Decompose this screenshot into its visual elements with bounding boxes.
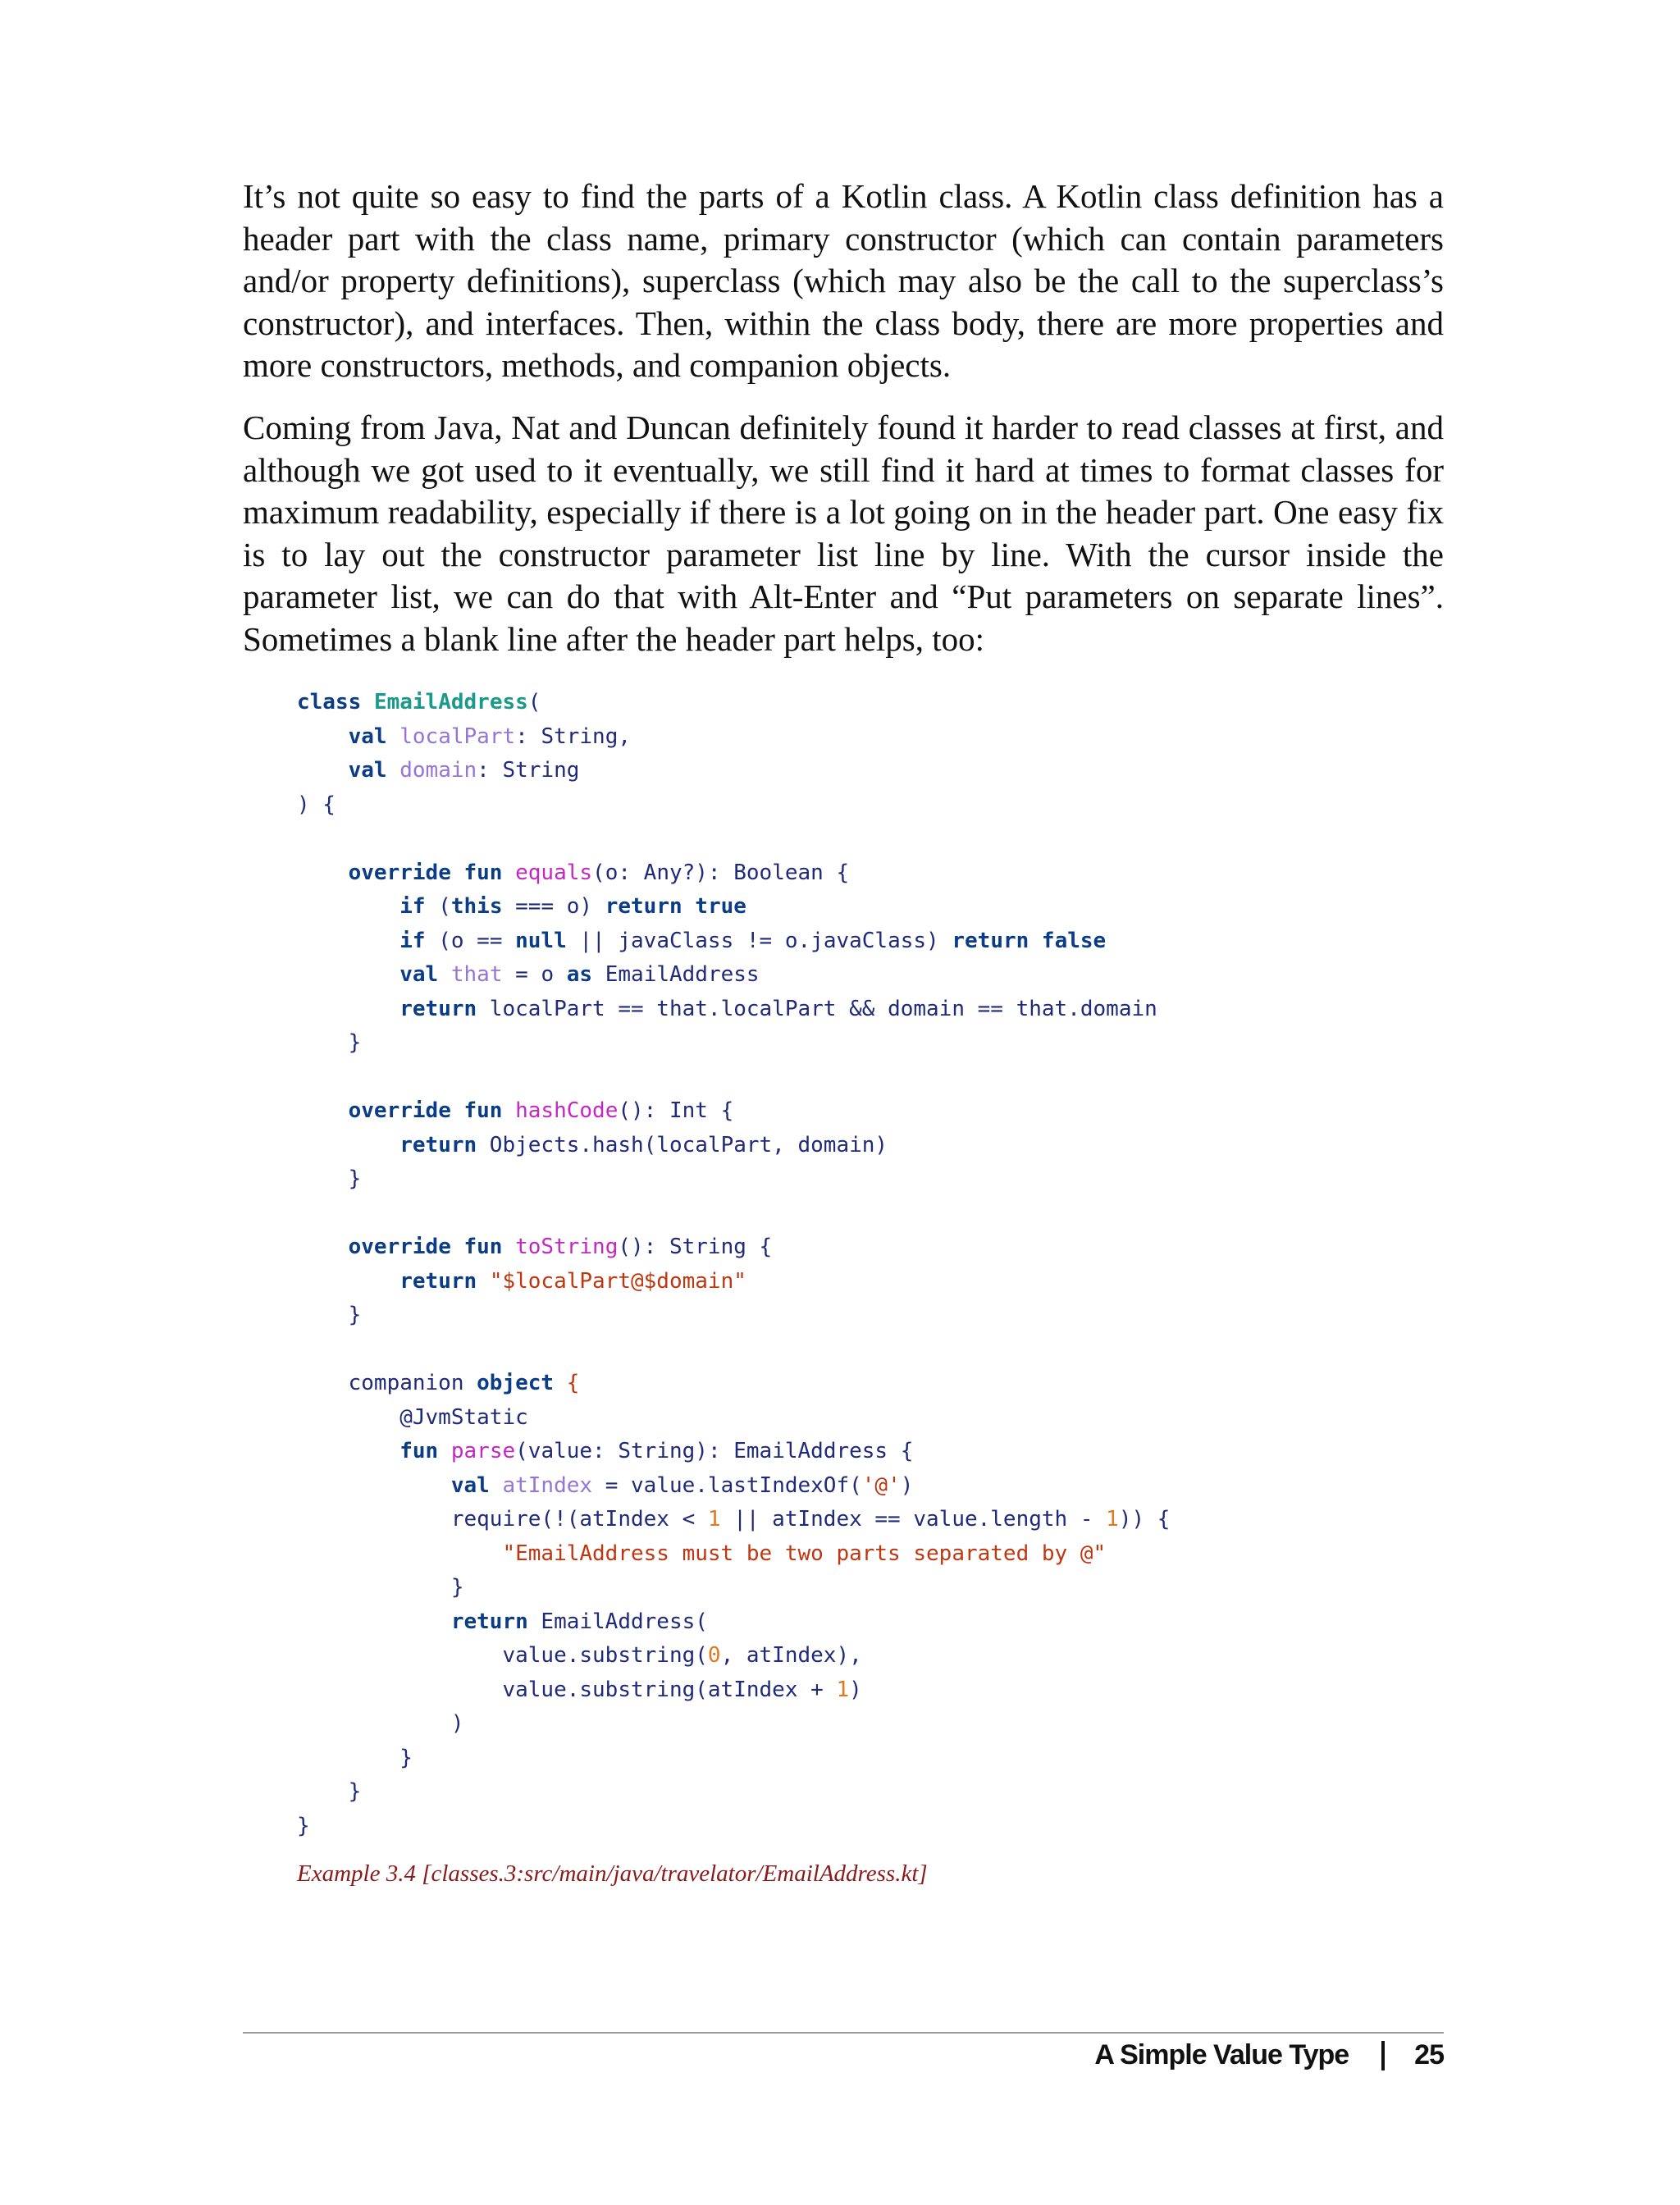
code-line bbox=[297, 1435, 1170, 1469]
code-token: = value.lastIndexOf( bbox=[592, 1472, 862, 1498]
code-token: return bbox=[399, 1132, 477, 1157]
code-token: : String, bbox=[515, 724, 632, 749]
code-token bbox=[297, 1269, 399, 1294]
code-line bbox=[297, 1162, 1170, 1197]
code-token: val bbox=[399, 962, 439, 987]
code-token: } bbox=[297, 1030, 362, 1055]
code-token bbox=[297, 1133, 399, 1157]
code-token: localPart == that.localPart && domain == that.domain bbox=[477, 996, 1157, 1021]
code-token: } bbox=[297, 1779, 362, 1804]
code-token: value.substring(atIndex + bbox=[297, 1677, 837, 1702]
code-line bbox=[297, 1026, 1170, 1061]
code-token bbox=[490, 1473, 503, 1498]
paragraph-2: Coming from Java, Nat and Duncan definitely found it harder to read classes at first, and although we got used to it eventually, we still find it hard at times to format classes for maximum readability, especially if there is a lot going on in the header part. One easy fix is to lay out the constructor parameter list line by line. With the cursor inside the parameter list, we can do that with Alt-Enter and “Put parameters on separate lines”. Sometimes a blank line after the header part helps, too: bbox=[243, 409, 1444, 658]
code-token bbox=[297, 1098, 349, 1123]
code-token: 1 bbox=[836, 1677, 850, 1702]
code-token: = o bbox=[502, 962, 567, 987]
code-token: override fun bbox=[348, 860, 503, 885]
code-line bbox=[297, 1707, 1170, 1742]
code-token: , atIndex), bbox=[720, 1643, 862, 1668]
code-token: class bbox=[297, 690, 362, 714]
code-line bbox=[297, 1469, 1170, 1504]
code-token bbox=[297, 758, 349, 783]
code-token: override fun bbox=[348, 1098, 503, 1123]
code-line bbox=[297, 1367, 1170, 1401]
code-line bbox=[297, 1571, 1170, 1605]
code-line bbox=[297, 1094, 1170, 1129]
code-line bbox=[297, 822, 1170, 856]
code-token bbox=[502, 861, 515, 885]
code-token bbox=[297, 1235, 349, 1259]
code-token bbox=[297, 894, 399, 919]
code-token: object bbox=[477, 1371, 555, 1395]
code-token bbox=[387, 758, 400, 783]
code-token: : String bbox=[477, 758, 580, 783]
code-token: ) bbox=[900, 1472, 914, 1498]
code-token: return true bbox=[605, 894, 746, 919]
code-token: EmailAddress bbox=[373, 690, 528, 714]
code-token: ) bbox=[849, 1677, 862, 1702]
code-token: that bbox=[450, 962, 503, 987]
code-line bbox=[297, 856, 1170, 891]
code-token: val bbox=[348, 724, 387, 749]
code-line bbox=[297, 1639, 1170, 1673]
code-line bbox=[297, 1265, 1170, 1299]
code-line bbox=[297, 1129, 1170, 1163]
code-token bbox=[554, 1371, 567, 1395]
code-token bbox=[477, 1269, 490, 1294]
code-token: parse bbox=[450, 1439, 516, 1463]
code-token: equals bbox=[515, 860, 593, 885]
code-token: (): String { bbox=[618, 1235, 773, 1259]
code-token: 0 bbox=[707, 1643, 721, 1668]
code-line bbox=[297, 1333, 1170, 1367]
code-token bbox=[297, 724, 349, 749]
code-line bbox=[297, 1061, 1170, 1095]
code-token: require(!(atIndex < bbox=[297, 1507, 708, 1532]
code-line bbox=[297, 1197, 1170, 1231]
code-token: } bbox=[297, 1166, 362, 1191]
code-token: toString bbox=[515, 1235, 619, 1259]
code-line bbox=[297, 1605, 1170, 1640]
code-token: fun bbox=[399, 1439, 439, 1463]
code-line bbox=[297, 924, 1170, 959]
code-token bbox=[297, 1609, 451, 1634]
code-token bbox=[297, 1439, 399, 1463]
code-token bbox=[502, 1235, 515, 1259]
page-footer bbox=[1094, 2039, 1444, 2071]
code-token: } bbox=[297, 1813, 310, 1838]
code-line bbox=[297, 754, 1170, 788]
code-line bbox=[297, 788, 1170, 823]
code-token: '@' bbox=[861, 1472, 901, 1498]
code-token: if bbox=[399, 928, 426, 953]
footer-rule bbox=[243, 2032, 1444, 2034]
code-token: || javaClass != o.javaClass) bbox=[566, 928, 952, 953]
code-token: hashCode bbox=[515, 1098, 619, 1123]
code-token: ) { bbox=[297, 792, 336, 817]
code-token: || atIndex == value.length - bbox=[720, 1507, 1107, 1532]
code-line bbox=[297, 1401, 1170, 1436]
code-line bbox=[297, 1503, 1170, 1537]
code-token: 1 bbox=[1106, 1507, 1119, 1532]
code-line bbox=[297, 1230, 1170, 1265]
code-line bbox=[297, 890, 1170, 924]
code-token: EmailAddress( bbox=[527, 1609, 708, 1634]
code-line bbox=[297, 1673, 1170, 1708]
code-token bbox=[297, 861, 349, 885]
code-token: atIndex bbox=[502, 1472, 593, 1498]
code-line bbox=[297, 1775, 1170, 1810]
footer-separator bbox=[1381, 2041, 1385, 2070]
example-caption: Example 3.4 [classes.3:src/main/java/travelator/EmailAddress.kt] bbox=[297, 1860, 928, 1887]
code-token: (value: String): EmailAddress { bbox=[515, 1439, 914, 1463]
code-token bbox=[297, 929, 399, 953]
code-token: domain bbox=[399, 758, 477, 783]
code-token: 1 bbox=[707, 1507, 721, 1532]
code-listing bbox=[297, 686, 1170, 1843]
code-token: EmailAddress bbox=[592, 962, 760, 987]
code-token: === o) bbox=[502, 894, 605, 919]
code-token bbox=[297, 997, 399, 1021]
code-token bbox=[297, 1473, 451, 1498]
code-token: value.substring( bbox=[297, 1643, 708, 1668]
code-token: } bbox=[297, 1575, 464, 1600]
code-token: override fun bbox=[348, 1235, 503, 1259]
code-token: this bbox=[450, 894, 503, 919]
code-token: "EmailAddress must be two parts separated by @" bbox=[502, 1541, 1107, 1566]
code-token: val bbox=[348, 758, 387, 783]
code-token: val bbox=[450, 1472, 490, 1498]
code-token: ) bbox=[297, 1711, 464, 1736]
code-token: } bbox=[297, 1303, 362, 1327]
code-line bbox=[297, 1299, 1170, 1333]
code-token: { bbox=[566, 1371, 580, 1395]
code-token bbox=[387, 724, 400, 749]
code-token: "$localPart@$domain" bbox=[489, 1268, 746, 1294]
code-token: (o: Any?): Boolean { bbox=[592, 860, 850, 885]
code-token: return bbox=[399, 996, 477, 1021]
code-token: if bbox=[399, 894, 426, 919]
code-token: return bbox=[450, 1609, 528, 1634]
code-token: (): Int { bbox=[618, 1098, 734, 1123]
code-token bbox=[297, 962, 399, 987]
code-token: )) { bbox=[1118, 1507, 1171, 1532]
code-line bbox=[297, 993, 1170, 1027]
code-line bbox=[297, 686, 1170, 720]
code-token bbox=[502, 1098, 515, 1123]
code-token: @JvmStatic bbox=[297, 1404, 528, 1430]
code-token: } bbox=[297, 1745, 413, 1770]
code-token bbox=[438, 962, 451, 987]
code-token: Objects.hash(localPart, domain) bbox=[477, 1132, 888, 1157]
code-token: null bbox=[515, 928, 567, 953]
code-line bbox=[297, 1810, 1170, 1844]
code-line bbox=[297, 720, 1170, 755]
page-number: 25 bbox=[1414, 2039, 1444, 2070]
code-token bbox=[438, 1439, 451, 1463]
code-token: ( bbox=[425, 894, 451, 919]
code-token: localPart bbox=[399, 724, 516, 749]
code-token: companion bbox=[297, 1371, 477, 1395]
code-token bbox=[297, 1541, 502, 1566]
code-line bbox=[297, 1742, 1170, 1776]
paragraph-1: It’s not quite so easy to find the parts of a Kotlin class. A Kotlin class definition has a header part with the class name, primary constructor (which can contain parameters and/or property definitions), superclass (which may also be the call to the superclass’s constructor), and interfaces. Then, within the class body, there are more properties and more constructors, methods, and companion objects. bbox=[243, 177, 1444, 384]
code-line bbox=[297, 1537, 1170, 1572]
code-token: as bbox=[566, 962, 593, 987]
code-token: return bbox=[399, 1268, 477, 1294]
code-token: ( bbox=[527, 690, 541, 714]
code-token: (o == bbox=[425, 928, 516, 953]
footer-section-title: A Simple Value Type bbox=[1094, 2039, 1349, 2070]
code-token bbox=[361, 690, 374, 714]
code-line bbox=[297, 958, 1170, 993]
code-token: return false bbox=[952, 928, 1107, 953]
